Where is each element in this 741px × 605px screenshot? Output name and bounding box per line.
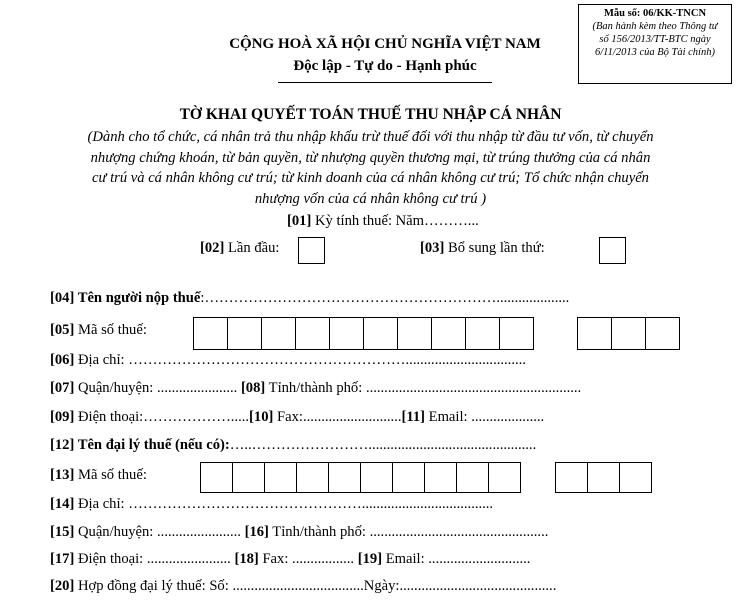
tax-code-branch-box[interactable]	[611, 317, 646, 350]
tax-agent-name-input[interactable]: …..……………………..............................................	[229, 437, 537, 453]
period-text: Kỳ tính thuế: Năm………...	[311, 213, 479, 229]
agent-fax-label: Fax:	[258, 551, 293, 567]
agent-tax-code-digit-box[interactable]	[232, 462, 265, 493]
taxpayer-name-label: Tên người nộp thuế	[74, 290, 201, 306]
tax-code-branch-box[interactable]	[577, 317, 612, 350]
tax-agent-name-row	[50, 437, 536, 454]
field-code: [06]	[50, 352, 75, 368]
form-note-line: số 156/2013/TT-BTC ngày	[599, 34, 711, 45]
agent-address-label: Địa chỉ:	[74, 496, 129, 512]
motto: Độc lập - Tự do - Hạnh phúc	[293, 58, 477, 74]
field-code: [14]	[50, 496, 75, 512]
form-note-line: 6/11/2013 của Bộ Tài chính)	[595, 47, 715, 58]
agent-phone-input[interactable]: .......................	[146, 551, 231, 567]
district-input[interactable]: ......................	[157, 380, 238, 396]
fax-label: Fax:	[273, 409, 303, 425]
province-input[interactable]: ...........................................................	[365, 380, 582, 396]
field-code: [08]	[240, 380, 266, 396]
contract-number-label: Hợp đồng đại lý thuế: Số:	[74, 578, 233, 594]
tax-code-boxes	[193, 317, 533, 350]
period-row	[287, 213, 479, 230]
tax-code-label	[50, 322, 147, 339]
agent-tax-code-digit-box[interactable]	[200, 462, 233, 493]
tax-code-digit-box[interactable]	[193, 317, 228, 350]
agent-email-label: Email:	[382, 551, 429, 567]
agency-contract-row	[50, 578, 556, 595]
agent-contact-row	[50, 551, 530, 568]
supplement-label	[420, 240, 545, 257]
first-time-label	[200, 240, 279, 257]
agent-tax-code-branch-boxes	[555, 462, 651, 493]
address-label: Địa chỉ:	[74, 352, 129, 368]
address-input[interactable]: ………………………………………………….................................	[128, 352, 526, 368]
republic-heading: CỘNG HOÀ XÃ HỘI CHỦ NGHĨA VIỆT NAM	[229, 36, 541, 52]
field-code: [11]	[401, 409, 425, 425]
form-code: Mẫu số: 06/KK-TNCN	[603, 8, 707, 19]
agent-district-province-row	[50, 524, 548, 541]
form-note-line: (Ban hành kèm theo Thông tư	[592, 21, 718, 32]
tax-code-digit-box[interactable]	[397, 317, 432, 350]
agent-tax-code-digit-box[interactable]	[264, 462, 297, 493]
form-code-box	[578, 4, 732, 84]
field-code: [12]	[50, 437, 75, 453]
agent-tax-code-label	[50, 467, 147, 484]
tax-code-digit-box[interactable]	[431, 317, 466, 350]
agent-address-input[interactable]: …………………………………………....................................	[128, 496, 494, 512]
district-province-row	[50, 380, 581, 397]
contract-date-input[interactable]: ...........................................	[399, 578, 557, 594]
field-code: [16]	[244, 524, 269, 540]
tax-code-digit-box[interactable]	[227, 317, 262, 350]
supplement-number-box[interactable]	[599, 237, 626, 264]
agent-tax-code-digit-box[interactable]	[456, 462, 489, 493]
agent-tax-code-branch-box[interactable]	[555, 462, 588, 493]
subtitle-line: (Dành cho tổ chức, cá nhân trả thu nhập khấu trừ thuế đối với thu nhập từ đầu tư vốn, từ chuyển	[87, 129, 654, 145]
agent-tax-code-boxes	[200, 462, 520, 493]
field-code: [04]	[50, 290, 75, 306]
tax-agent-name-label: Tên đại lý thuế (nếu có):	[74, 437, 230, 453]
first-time-code: [02]	[200, 240, 225, 256]
agent-tax-code-digit-box[interactable]	[296, 462, 329, 493]
agent-tax-code-branch-box[interactable]	[619, 462, 652, 493]
field-code: [20]	[50, 578, 75, 594]
subtitle-line: cư trú và cá nhân không cư trú; từ kinh doanh của cá nhân không cư trú; Tổ chức nhận chuyển	[92, 170, 649, 186]
first-time-checkbox[interactable]	[298, 237, 325, 264]
tax-code-text: Mã số thuế:	[74, 322, 147, 338]
tax-code-digit-box[interactable]	[295, 317, 330, 350]
tax-code-branch-boxes	[577, 317, 679, 350]
field-code: [15]	[50, 524, 75, 540]
tax-code-digit-box[interactable]	[363, 317, 398, 350]
field-code: [13]	[50, 467, 75, 483]
agent-tax-code-branch-box[interactable]	[587, 462, 620, 493]
agent-district-input[interactable]: .......................	[157, 524, 241, 540]
agent-tax-code-digit-box[interactable]	[360, 462, 393, 493]
contract-date-label: Ngày:	[363, 578, 400, 594]
taxpayer-name-row	[50, 290, 569, 307]
agent-phone-label: Điện thoại:	[74, 551, 147, 567]
motto-underline	[278, 82, 492, 83]
agent-tax-code-digit-box[interactable]	[424, 462, 457, 493]
form-title: TỜ KHAI QUYẾT TOÁN THUẾ THU NHẬP CÁ NHÂN	[179, 106, 562, 123]
tax-code-digit-box[interactable]	[499, 317, 534, 350]
address-row	[50, 352, 526, 369]
form-subtitle	[0, 127, 741, 209]
tax-code-digit-box[interactable]	[261, 317, 296, 350]
field-code: [10]	[249, 409, 274, 425]
field-code: [18]	[234, 551, 259, 567]
agent-tax-code-digit-box[interactable]	[488, 462, 521, 493]
agent-address-row	[50, 496, 493, 513]
supplement-code: [03]	[420, 240, 445, 256]
supplement-text: Bổ sung lần thứ:	[444, 240, 545, 256]
province-label: Tỉnh/thành phố:	[265, 380, 366, 396]
field-code: [07]	[50, 380, 75, 396]
agent-tax-code-text: Mã số thuế:	[74, 467, 147, 483]
email-input[interactable]: ....................	[471, 409, 545, 425]
field-code: [05]	[50, 322, 75, 338]
email-label: Email:	[425, 409, 472, 425]
subtitle-line: nhượng vốn của cá nhân không cư trú )	[254, 190, 487, 207]
period-code: [01]	[287, 213, 312, 229]
agent-district-label: Quận/huyện:	[74, 524, 158, 540]
agent-province-input[interactable]: .................................................	[369, 524, 549, 540]
phone-input[interactable]: ……………….....	[143, 409, 250, 425]
agent-fax-input[interactable]: .................	[292, 551, 355, 567]
field-code: [09]	[50, 409, 75, 425]
tax-code-digit-box[interactable]	[329, 317, 364, 350]
contract-number-input[interactable]: ....................................	[232, 578, 364, 594]
agent-province-label: Tỉnh/thành phố:	[268, 524, 370, 540]
field-code: [19]	[357, 551, 383, 567]
agent-email-input[interactable]: ............................	[428, 551, 531, 567]
subtitle-line: nhượng chứng khoán, từ bản quyền, từ nhượng quyền thương mại, từ trúng thưởng của cá nhân	[90, 149, 651, 166]
taxpayer-name-input[interactable]: :……………………………………………………....................	[200, 290, 570, 306]
fax-input[interactable]: ...........................	[302, 409, 402, 425]
agent-tax-code-digit-box[interactable]	[392, 462, 425, 493]
tax-code-digit-box[interactable]	[465, 317, 500, 350]
contact-row	[50, 409, 544, 426]
agent-tax-code-digit-box[interactable]	[328, 462, 361, 493]
first-time-text: Lần đầu:	[224, 240, 280, 256]
phone-label: Điện thoại:	[74, 409, 144, 425]
field-code: [17]	[50, 551, 75, 567]
tax-code-branch-box[interactable]	[645, 317, 680, 350]
district-label: Quận/huyện:	[74, 380, 158, 396]
